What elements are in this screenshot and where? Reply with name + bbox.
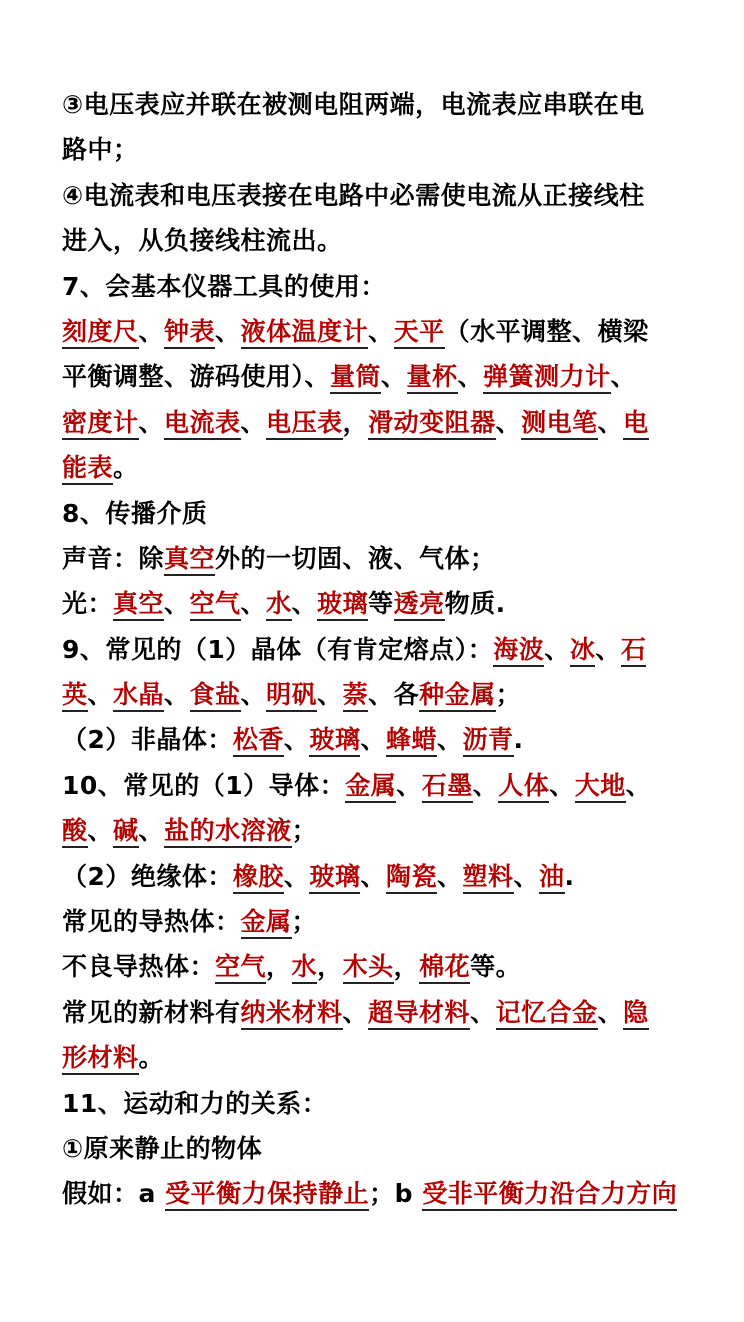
line-text: 、 xyxy=(87,816,114,846)
line-text: 、 xyxy=(138,816,165,846)
line-text: 、 xyxy=(610,362,637,392)
line-text: 、 xyxy=(215,316,241,346)
highlighted-term: 金属 xyxy=(345,771,396,803)
highlighted-term: 电流表 xyxy=(164,408,241,440)
text-line xyxy=(62,627,686,672)
highlighted-term: 水 xyxy=(266,589,292,621)
line-text: 、 xyxy=(240,680,267,710)
line-text: 、 xyxy=(495,407,522,437)
line-text: 、 xyxy=(436,861,463,891)
line-text: 10、常见的（1）导体： xyxy=(62,770,346,800)
highlighted-term: 滑动变阻器 xyxy=(368,408,496,440)
text-line xyxy=(62,899,686,944)
line-text: 、 xyxy=(381,362,407,392)
line-text: ①原来静止的物体 xyxy=(62,1133,263,1163)
line-text: 、 xyxy=(283,725,310,755)
highlighted-term: 陶瓷 xyxy=(386,862,437,894)
line-text: 、 xyxy=(396,770,422,800)
line-text: ④电流表和电压表接在电路中必需使电流从正接线柱 xyxy=(62,180,645,210)
line-text: . xyxy=(564,861,575,891)
highlighted-term: 真空 xyxy=(113,589,164,621)
line-text: ； xyxy=(495,680,522,710)
line-text: ， xyxy=(393,952,420,982)
highlighted-term: 蜂蜡 xyxy=(386,725,437,757)
line-text: 、 xyxy=(513,861,540,891)
highlighted-term: 酸 xyxy=(62,816,88,848)
highlighted-term: 纳米材料 xyxy=(241,998,343,1030)
highlighted-term: 电 xyxy=(623,408,649,440)
line-text: 、 xyxy=(342,997,369,1027)
line-text: 不良导热体： xyxy=(62,952,216,982)
text-line xyxy=(62,672,686,717)
line-text: 11、运动和力的关系： xyxy=(62,1088,328,1118)
highlighted-term: 玻璃 xyxy=(309,725,360,757)
line-text: 、 xyxy=(368,316,394,346)
text-line xyxy=(62,854,686,899)
highlighted-term: 海波 xyxy=(493,635,544,667)
line-text: 、 xyxy=(544,634,570,664)
line-text: 8、传播介质 xyxy=(62,498,208,528)
line-text: ， xyxy=(342,407,369,437)
line-text: ；b xyxy=(369,1179,423,1209)
line-text: 、 xyxy=(549,770,575,800)
highlighted-term: 形材料 xyxy=(62,1043,139,1075)
highlighted-term: 受平衡力保持静止 xyxy=(165,1179,369,1211)
line-text: 外的一切固、液、气体； xyxy=(215,543,496,573)
line-text: 、 xyxy=(138,407,165,437)
line-text: 、 xyxy=(457,362,484,392)
highlighted-term: 隐 xyxy=(623,998,649,1030)
line-text: 路中； xyxy=(62,135,139,165)
text-line xyxy=(62,808,686,853)
line-text: 、 xyxy=(283,861,310,891)
line-text: 、 xyxy=(164,680,190,710)
line-text: 假如：a xyxy=(62,1179,166,1209)
line-text: 光： xyxy=(62,589,114,619)
line-text: 、 xyxy=(360,725,386,755)
highlighted-term: 能表 xyxy=(62,453,113,485)
highlighted-term: 水晶 xyxy=(113,680,164,712)
highlighted-term: 真空 xyxy=(164,544,215,576)
line-text: （2）非晶体： xyxy=(62,725,233,755)
highlighted-term: 空气 xyxy=(215,952,266,984)
highlighted-term: 量筒 xyxy=(330,362,381,394)
line-text: 。 xyxy=(138,1043,165,1073)
text-line xyxy=(62,491,686,536)
highlighted-term: 钟表 xyxy=(164,317,215,349)
line-text: 物质. xyxy=(444,589,506,619)
line-text: 常见的导热体： xyxy=(62,907,241,937)
line-text: 、 xyxy=(595,634,621,664)
highlighted-term: 冰 xyxy=(570,635,596,667)
highlighted-term: 记忆合金 xyxy=(496,998,598,1030)
highlighted-term: 种金属 xyxy=(419,680,496,712)
highlighted-term: 石墨 xyxy=(422,771,473,803)
highlighted-term: 电压表 xyxy=(266,408,343,440)
highlighted-term: 萘 xyxy=(343,680,369,712)
line-text: 、 xyxy=(291,589,318,619)
line-text: 、 xyxy=(240,407,267,437)
line-text: ； xyxy=(291,816,318,846)
text-line xyxy=(62,173,686,218)
highlighted-term: 受非平衡力沿合力方向 xyxy=(422,1179,677,1211)
highlighted-term: 测电笔 xyxy=(521,408,598,440)
line-text: ； xyxy=(291,907,318,937)
line-text: 、 xyxy=(360,861,386,891)
highlighted-term: 橡胶 xyxy=(233,862,284,894)
highlighted-term: 液体温度计 xyxy=(241,317,369,349)
highlighted-term: 沥青 xyxy=(463,725,514,757)
text-line xyxy=(62,445,686,490)
line-text: 、 xyxy=(317,680,343,710)
line-text: 等。 xyxy=(470,952,522,982)
text-line xyxy=(62,536,686,581)
text-line xyxy=(62,264,686,309)
text-line xyxy=(62,400,686,445)
text-line xyxy=(62,82,686,127)
highlighted-term: 空气 xyxy=(190,589,241,621)
line-text: 。 xyxy=(113,453,139,483)
line-text: ， xyxy=(317,952,343,982)
highlighted-term: 透亮 xyxy=(394,589,445,621)
text-line xyxy=(62,944,686,989)
line-text: 、 xyxy=(138,316,165,346)
line-text: 常见的新材料有 xyxy=(62,997,241,1027)
highlighted-term: 食盐 xyxy=(190,680,241,712)
highlighted-term: 碱 xyxy=(113,816,139,848)
text-line xyxy=(62,354,686,399)
line-text: . xyxy=(513,725,524,755)
highlighted-term: 密度计 xyxy=(62,408,139,440)
text-line xyxy=(62,218,686,263)
text-line xyxy=(62,581,686,626)
line-text: 、 xyxy=(472,770,499,800)
line-text: 平衡调整、游码使用）、 xyxy=(62,362,331,392)
line-text: 、 xyxy=(625,770,652,800)
line-text: ， xyxy=(266,952,292,982)
text-line xyxy=(62,763,686,808)
highlighted-term: 松香 xyxy=(233,725,284,757)
text-line xyxy=(62,1171,686,1216)
line-text: ③电压表应并联在被测电阻两端，电流表应串联在电 xyxy=(62,90,645,119)
text-line xyxy=(62,717,686,762)
line-text: 、 xyxy=(436,725,463,755)
line-text: 9、常见的（1）晶体（有肯定熔点）： xyxy=(62,634,494,664)
line-text: 、各 xyxy=(368,680,420,710)
highlighted-term: 油 xyxy=(539,862,565,894)
highlighted-term: 人体 xyxy=(498,771,549,803)
line-text: 、 xyxy=(240,589,267,619)
line-text: 、 xyxy=(597,407,624,437)
line-text: 、 xyxy=(470,997,496,1027)
highlighted-term: 水 xyxy=(292,952,318,984)
line-text: 等 xyxy=(368,589,394,619)
highlighted-term: 大地 xyxy=(575,771,626,803)
highlighted-term: 盐的水溶液 xyxy=(164,816,292,848)
line-text: 、 xyxy=(87,680,114,710)
line-text: 、 xyxy=(164,589,190,619)
highlighted-term: 石 xyxy=(621,635,647,667)
line-text: （2）绝缘体： xyxy=(62,861,233,891)
highlighted-term: 超导材料 xyxy=(368,998,470,1030)
text-line xyxy=(62,1126,686,1171)
highlighted-term: 棉花 xyxy=(419,952,470,984)
line-text: 进入，从负接线柱流出。 xyxy=(62,226,343,256)
highlighted-term: 木头 xyxy=(343,952,394,984)
highlighted-term: 量杯 xyxy=(407,362,458,394)
text-line xyxy=(62,309,686,354)
text-line xyxy=(62,1081,686,1126)
line-text: （水平调整、横梁 xyxy=(444,316,649,346)
text-line xyxy=(62,127,686,172)
highlighted-term: 金属 xyxy=(241,907,292,939)
text-line xyxy=(62,1035,686,1080)
line-text: 、 xyxy=(597,997,624,1027)
line-text: 声音：除 xyxy=(62,543,165,573)
document-body xyxy=(62,82,686,1217)
highlighted-term: 玻璃 xyxy=(317,589,368,621)
highlighted-term: 弹簧测力计 xyxy=(483,362,611,394)
highlighted-term: 玻璃 xyxy=(309,862,360,894)
highlighted-term: 刻度尺 xyxy=(62,317,139,349)
text-line xyxy=(62,990,686,1035)
highlighted-term: 英 xyxy=(62,680,88,712)
line-text: 7、会基本仪器工具的使用： xyxy=(62,271,386,301)
highlighted-term: 天平 xyxy=(394,317,445,349)
highlighted-term: 塑料 xyxy=(463,862,514,894)
highlighted-term: 明矾 xyxy=(266,680,317,712)
